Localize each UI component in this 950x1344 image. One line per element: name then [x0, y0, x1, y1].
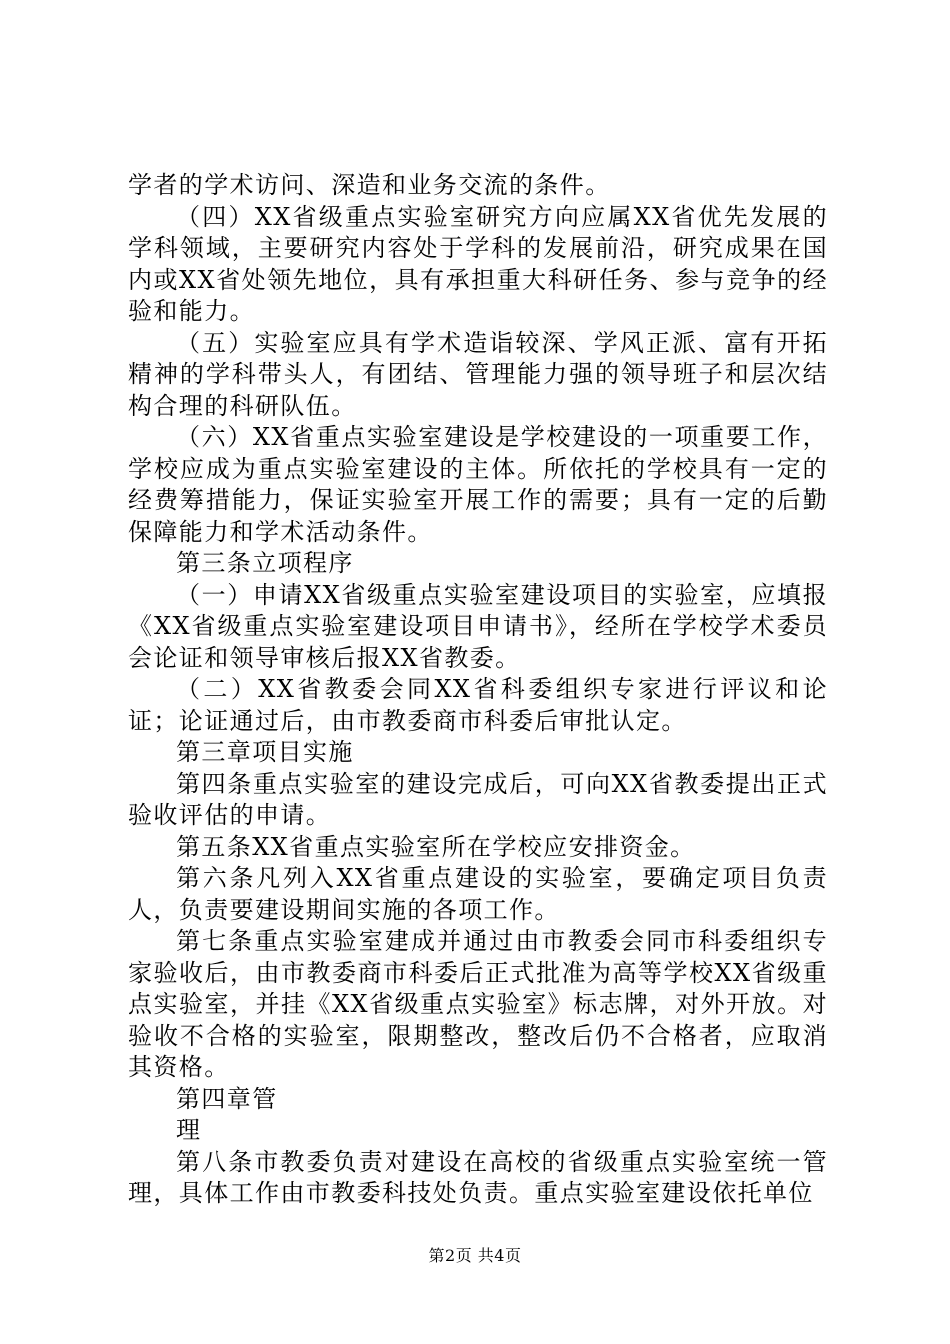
paragraph-3: （五）实验室应具有学术造诣较深、学风正派、富有开拓精神的学科带头人，有团结、管理能力强的领导班子和层次结构合理的科研队伍。: [128, 328, 828, 420]
paragraph-article-8: 第八条市教委负责对建设在高校的省级重点实验室统一管理，具体工作由市教委科技处负责。重点实验室建设依托单位: [128, 1147, 828, 1207]
chapter-heading-3: 第三章项目实施: [176, 738, 354, 766]
paragraph-article-5: 第五条XX省重点实验室所在学校应安排资金。: [176, 832, 696, 861]
document-body: [128, 170, 828, 1210]
paragraph-4: （六）XX省重点实验室建设是学校建设的一项重要工作，学校应成为重点实验室建设的主体。所依托的学校具有一定的经费筹措能力，保证实验室开展工作的需要；具有一定的后勤保障能力和学术活动条件。: [128, 423, 828, 546]
chapter-heading-4-part-1: 第四章管: [176, 1084, 278, 1113]
section-heading-article-3: 第三条立项程序: [176, 549, 354, 577]
chapter-heading-4-part-2: 理: [176, 1116, 202, 1144]
paragraph-1: 学者的学术访问、深造和业务交流的条件。: [128, 171, 611, 199]
paragraph-article-6: 第六条凡列入XX省重点建设的实验室，要确定项目负责人，负责要建设期间实施的各项工作。: [128, 864, 828, 924]
paragraph-article-4: 第四条重点实验室的建设完成后，可向XX省教委提出正式验收评估的申请。: [128, 769, 828, 829]
page-number-footer: 第2页 共4页: [428, 1246, 522, 1265]
paragraph-6: （二）XX省教委会同XX省科委组织专家进行评议和论证；论证通过后，由市教委商市科委后审批认定。: [128, 675, 828, 735]
paragraph-5: （一）申请XX省级重点实验室建设项目的实验室，应填报《XX省级重点实验室建设项目申请书》，经所在学校学术委员会论证和领导审核后报XX省教委。: [128, 580, 828, 672]
paragraph-article-7: 第七条重点实验室建成并通过由市教委会同市科委组织专家验收后，由市教委商市科委后正式批准为高等学校XX省级重点实验室，并挂《XX省级重点实验室》标志牌，对外开放。对验收不合格的实验室，限期整改，整改后仍不合格者，应取消其资格。: [128, 927, 828, 1081]
paragraph-2: （四）XX省级重点实验室研究方向应属XX省优先发展的学科领域，主要研究内容处于学科的发展前沿，研究成果在国内或XX省处领先地位，具有承担重大科研任务、参与竞争的经验和能力。: [128, 202, 828, 325]
